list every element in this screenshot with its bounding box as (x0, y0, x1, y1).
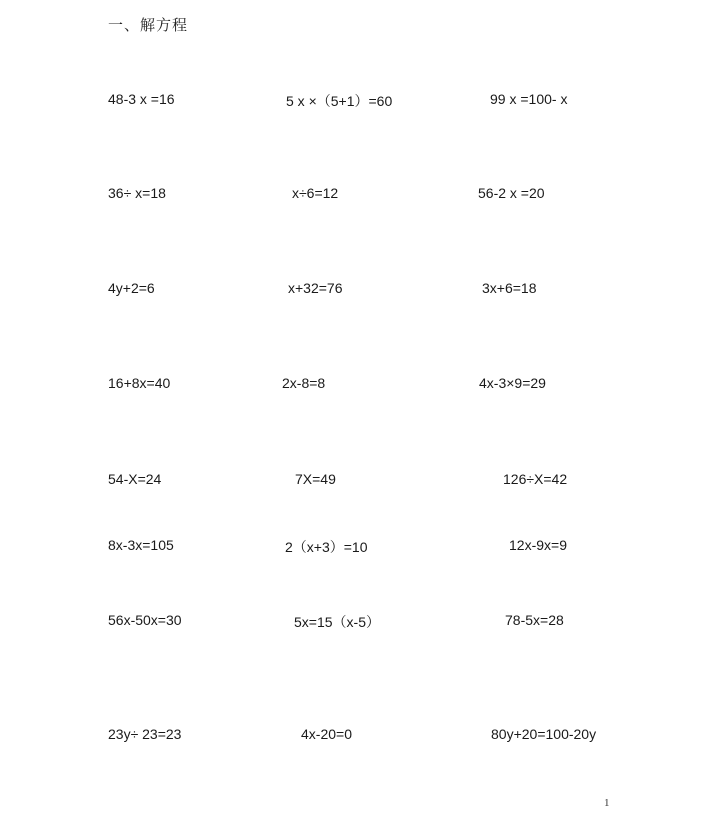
equation-r2-c2: x÷6=12 (292, 185, 339, 201)
equation-r2-c1: 36÷ x=18 (108, 185, 166, 201)
equation-r8-c2: 4x-20=0 (301, 726, 352, 742)
equation-r1-c3: 99 x =100- x (490, 91, 568, 107)
equation-r4-c1: 16+8x=40 (108, 375, 171, 391)
equation-r8-c1: 23y÷ 23=23 (108, 726, 182, 742)
equation-r7-c3: 78-5x=28 (505, 612, 564, 628)
equation-r1-c1: 48-3 x =16 (108, 91, 175, 107)
equation-r1-c2: 5 x ×（5+1）=60 (286, 93, 393, 109)
equation-r6-c2: 2（x+3）=10 (285, 539, 368, 555)
section-title: 一、解方程 (108, 16, 189, 34)
equation-r4-c2: 2x-8=8 (282, 375, 326, 391)
equation-r6-c1: 8x-3x=105 (108, 537, 174, 553)
equation-r5-c1: 54-X=24 (108, 471, 162, 487)
equation-r3-c2: x+32=76 (288, 280, 343, 296)
equation-r5-c2: 7X=49 (295, 471, 336, 487)
equation-r4-c3: 4x-3×9=29 (479, 375, 546, 391)
equation-r6-c3: 12x-9x=9 (509, 537, 567, 553)
equation-r7-c2: 5x=15（x-5） (294, 614, 380, 630)
page-number: 1 (604, 797, 610, 809)
equation-r7-c1: 56x-50x=30 (108, 612, 182, 628)
equation-r2-c3: 56-2 x =20 (478, 185, 545, 201)
equation-r8-c3: 80y+20=100-20y (491, 726, 597, 742)
equation-r3-c3: 3x+6=18 (482, 280, 537, 296)
equation-r5-c3: 126÷X=42 (503, 471, 568, 487)
equation-r3-c1: 4y+2=6 (108, 280, 155, 296)
